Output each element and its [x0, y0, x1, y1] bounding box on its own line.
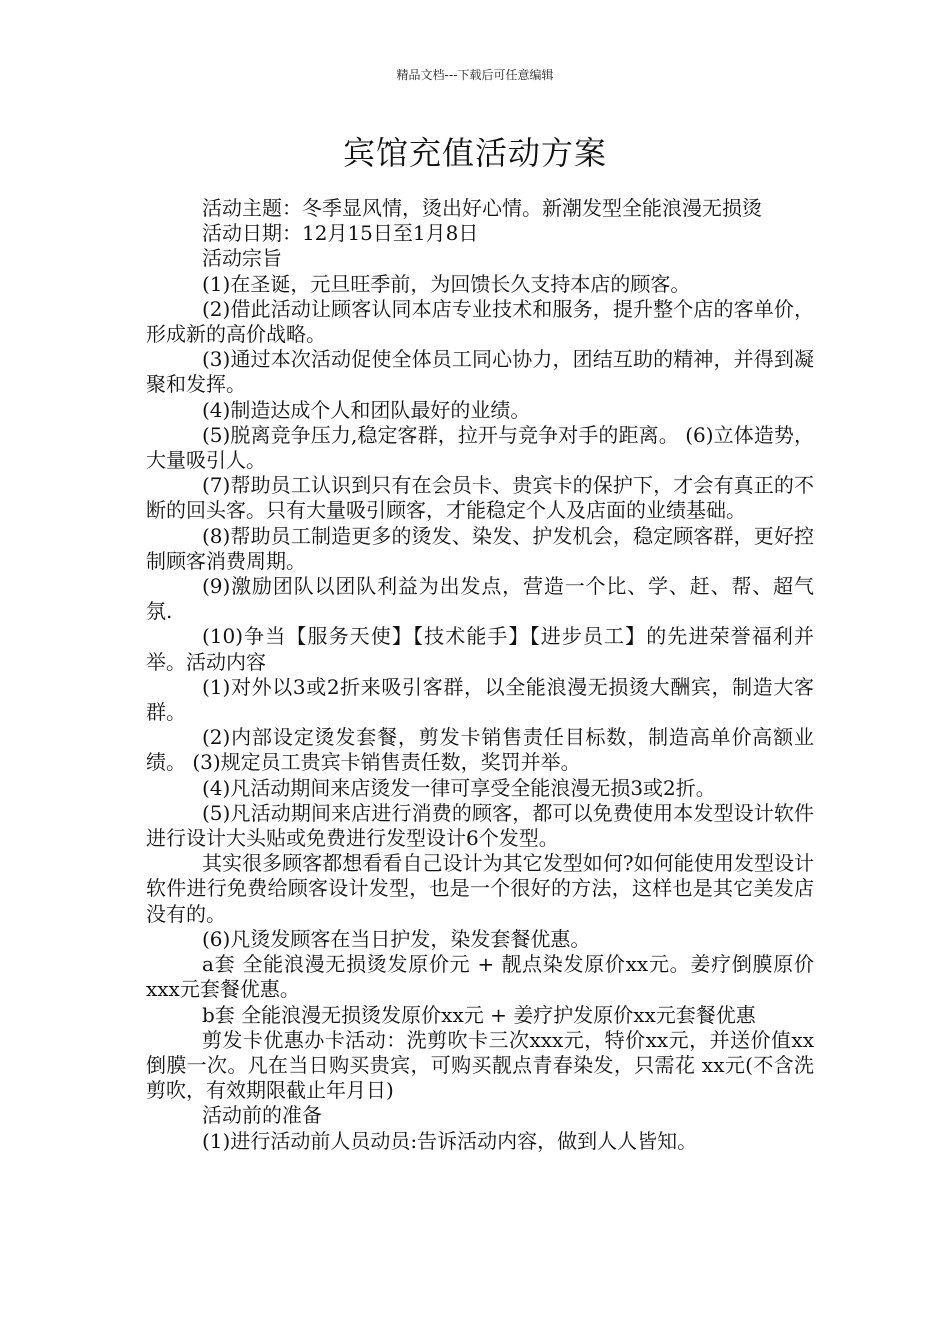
paragraph-preparation-1: (1)进行活动前人员动员:告诉活动内容，做到人人皆知。 — [202, 1128, 698, 1153]
paragraph-content-5: (5)凡活动期间来店进行消费的顾客，都可以免费使用本发型设计软件进行设计大头贴或免费进行发型设计6个发型。 — [146, 800, 814, 851]
paragraph-content-6: (6)凡烫发顾客在当日护发，染发套餐优惠。 — [202, 926, 591, 951]
paragraph-content-1: (1)对外以3或2折来吸引客群，以全能浪漫无损烫大酬宾，制造大客群。 — [146, 674, 814, 725]
paragraph-purpose-9: (9)激励团队以团队利益为出发点，营造一个比、学、赶、帮、超气氛. — [146, 574, 814, 624]
document-body — [146, 196, 814, 1154]
paragraph-purpose-2: (2)借此活动让顾客认同本店专业技术和服务，提升整个店的客单价，形成新的高价战略。 — [146, 296, 814, 347]
paragraph-content-4: (4)凡活动期间来店烫发一律可享受全能浪漫无损3或2折。 — [202, 775, 716, 800]
paragraph-purpose-3: (3)通过本次活动促使全体员工同心协力，团结互助的精神，并得到凝聚和发挥。 — [146, 347, 814, 397]
paragraph-content-2-3: (2)内部设定烫发套餐，剪发卡销售责任目标数，制造高单价高额业绩。 (3)规定员工贵宾卡销售责任数，奖罚并举。 — [146, 725, 814, 775]
paragraph-purpose-1: (1)在圣诞，元旦旺季前，为回馈长久支持本店的顾客。 — [202, 271, 691, 296]
paragraph-purpose-10: (10)争当【服务天使】【技术能手】【进步员工】的先进荣誉福利并举。活动内容 — [146, 624, 814, 674]
page-title: 宾馆充值活动方案 — [342, 134, 607, 172]
paragraph-purpose-4: (4)制造达成个人和团队最好的业绩。 — [202, 397, 531, 422]
paragraph-design-software: 其实很多顾客都想看看自己设计为其它发型如何?如何能使用发型设计软件进行免费给顾客设计发型，也是一个很好的方法，这样也是其它美发店没有的。 — [146, 851, 814, 926]
paragraph-purpose-heading: 活动宗旨 — [202, 246, 282, 271]
paragraph-package-b: b套 全能浪漫无损烫发原价xx元 + 姜疗护发原价xx元套餐优惠 — [202, 1002, 756, 1027]
paragraph-package-a: a套 全能浪漫无损烫发原价元 + 靓点染发原价xx元。姜疗倒膜原价xxx元套餐优惠。 — [146, 952, 814, 1002]
paragraph-theme: 活动主题：冬季显风情，烫出好心情。新潮发型全能浪漫无损烫 — [202, 196, 762, 220]
paragraph-purpose-5-6: (5)脱离竞争压力,稳定客群，拉开与竞争对手的距离。 (6)立体造势，大量吸引人。 — [146, 422, 814, 473]
paragraph-purpose-7: (7)帮助员工认识到只有在会员卡、贵宾卡的保护下，才会有真正的不断的回头客。只有大量吸引顾客，才能稳定个人及店面的业绩基础。 — [146, 473, 814, 523]
paragraph-haircut-card: 剪发卡优惠办卡活动：洗剪吹卡三次xxx元，特价xx元，并送价值xx倒膜一次。凡在当日购买贵宾，可购买靓点青春染发，只需花 xx元(不含洗剪吹，有效期限截止年月日) — [146, 1027, 814, 1103]
paragraph-purpose-8: (8)帮助员工制造更多的烫发、染发、护发机会，稳定顾客群，更好控制顾客消费周期。 — [146, 523, 814, 573]
paragraph-dates: 活动日期：12月15日至1月8日 — [202, 221, 479, 246]
paragraph-preparation-heading: 活动前的准备 — [202, 1103, 322, 1128]
header-note: 精品文档---下载后可任意编辑 — [396, 68, 554, 82]
